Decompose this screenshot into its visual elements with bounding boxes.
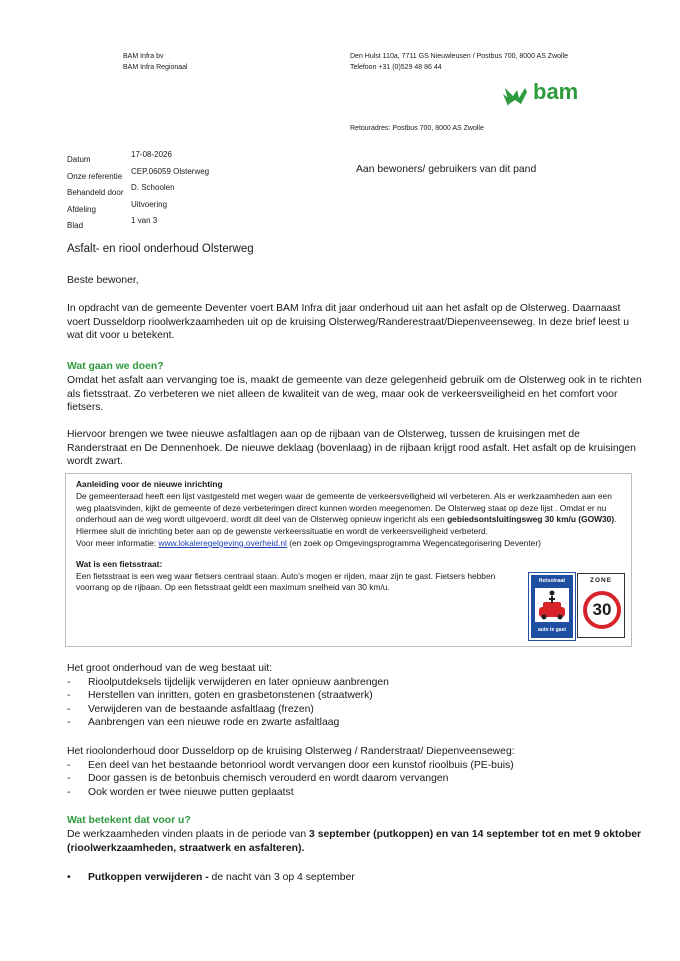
section2-paragraph: De werkzaamheden vinden plaats in de periode van 3 september (putkoppen) en van 14 september tot en met 9 oktober (rioolwerkzaamheden, straatwerk en asfalteren). [67, 829, 642, 854]
list-item: - Herstellen van inritten, goten en grasbetonstenen (straatwerk) [67, 689, 642, 703]
list-item: - Rioolputdeksels tijdelijk verwijderen en later opnieuw aanbrengen [67, 676, 642, 690]
company-name: BAM Infra bv [123, 53, 164, 60]
zone-30-sign [577, 573, 625, 638]
page-label: Blad [67, 221, 84, 230]
company-phone: Telefoon +31 (0)529 48 86 44 [350, 64, 442, 71]
subject: Asfalt- en riool onderhoud Olsterweg [67, 243, 254, 255]
sewer-intro: Het rioolonderhoud door Dusseldorp op de kruising Olsterweg / Randerstraat/ Diepenveenseweg: [67, 746, 515, 757]
zone-label: ZONE [589, 577, 613, 584]
list-item: - Ook worden er twee nieuwe putten geplaatst [67, 786, 642, 800]
info-more-link-line: Voor meer informatie: www.lokaleregelgeving.overheid.nl (en zoek op Omgevingsprogramma Wegencategorisering Deventer) [76, 537, 541, 548]
handled-by-value: D. Schoolen [131, 183, 175, 192]
speed-limit-number: 30 [592, 600, 612, 619]
info-heading-reason: Aanleiding voor de nieuwe inrichting [76, 479, 223, 489]
bam-logo [503, 79, 583, 108]
sewer-list [67, 759, 642, 800]
section1-paragraph-1: Omdat het asfalt aan vervanging toe is, maakt de gemeente van deze gelegenheid gebruik om de Olsterweg ook in te richten als fietsstraat. Zo verbeteren we niet alleen de kwaliteit van de weg, maar ook de verkeersveiligheid en het comfort voor fietsers. [67, 375, 642, 414]
sign-label-top: fietsstraat [538, 578, 566, 584]
department-value: Uitvoering [131, 199, 168, 209]
section-heading-impact: Wat betekent dat voor u? [67, 815, 191, 826]
section-heading-what: Wat gaan we doen? [67, 361, 164, 372]
list-item: - Aanbrengen van een nieuwe rode en zwarte asfaltlaag [67, 716, 642, 730]
speed-limit-icon [583, 591, 621, 629]
maintenance-intro: Het groot onderhoud van de weg bestaat uit: [67, 663, 273, 674]
bam-logo-text: bam [533, 79, 579, 104]
list-item: - Verwijderen van de bestaande asfaltlaag (frezen) [67, 703, 642, 717]
info-box [65, 473, 632, 647]
intro-paragraph: In opdracht van de gemeente Deventer voert BAM Infra dit jaar onderhoud uit aan het asfalt op de Olsterweg. Daarnaast voert Dusseldorp rioolwerkzaamheden uit op de kruising Olsterweg/Randerestraat/Diepenveenseweg. In deze brief leest u wat dit voor u betekent. [67, 303, 629, 342]
sign-label-bottom: auto te gast [537, 627, 567, 633]
reference-label: Onze referentie [67, 171, 123, 181]
bicycle-street-sign [529, 573, 575, 640]
salutation: Beste bewoner, [67, 275, 139, 286]
bam-logo-icon [503, 84, 533, 108]
date-label: Datum [67, 155, 91, 164]
info-heading-bicycle-street: Wat is een fietsstraat: [76, 558, 163, 569]
date-value: 17-08-2026 [131, 150, 172, 159]
list-item: - Door gassen is de betonbuis chemisch verouderd en wordt daarom vervangen [67, 772, 642, 786]
department-label: Afdeling [67, 204, 96, 214]
company-division: BAM Infra Regionaal [123, 64, 188, 71]
handled-by-label: Behandeld door [67, 188, 124, 197]
maintenance-list [67, 676, 642, 730]
info-reason-text: De gemeenteraad heeft een lijst vastgesteld met wegen waar de gemeente de verkeersveiligheid wil verbeteren. Als er werkzaamheden aan een weg plaatsvinden, kijkt de gemeente of deze verbeteringen direct kunnen worden meegenomen. De Olsterweg staat op deze lijst . Omdat er nu onderhoud aan de weg wordt uitgevoerd, wordt dit deel van de Olsterweg opnieuw ingericht als een gebiedsontsluitingsweg 30 km/u (GOW30). Hiermee sluit de inrichting beter aan op de gewenste verkeerssituatie en wordt de verkeersveiligheid verbeterd. [76, 490, 617, 537]
page-value: 1 van 3 [131, 216, 158, 225]
company-address: Den Hulst 110a, 7711 GS Nieuwleusen / Postbus 700, 8000 AS Zwolle [350, 53, 569, 60]
section1-paragraph-2: Hiervoor brengen we twee nieuwe asfaltlagen aan op de rijbaan van de Olsterweg, tussen de kruisingen met de Randerstraat en De Dennenhoek. De nieuwe deklaag (bovenlaag) in de rijbaan krijgt rood asfalt. Het asfalt op de kruisingen wordt zwart. [67, 429, 636, 468]
info-bicycle-street-text: Een fietsstraat is een weg waar fietsers centraal staan. Auto’s mogen er rijden, maar zijn te gast. Fietsers hebben voorrang op de rijbaan. Op een fietsstraat geldt een maximum snelheid van 30 km/u. [76, 570, 496, 593]
reference-value: CEP.06059 Olsterweg [131, 166, 210, 176]
return-address: Retouradres: Postbus 700, 8000 AS Zwolle [350, 125, 484, 132]
bullet-icon: • [67, 872, 71, 883]
regulations-link[interactable]: www.lokaleregelgeving.overheid.nl [158, 537, 287, 548]
recipient: Aan bewoners/ gebruikers van dit pand [356, 164, 537, 175]
list-item: - Een deel van het bestaande betonriool wordt vervangen door een kunstof rioolbuis (PE-buis) [67, 759, 642, 773]
schedule-bullet: • Putkoppen verwijderen - de nacht van 3 op 4 september [67, 872, 355, 883]
bicycle-car-icon [534, 587, 570, 623]
